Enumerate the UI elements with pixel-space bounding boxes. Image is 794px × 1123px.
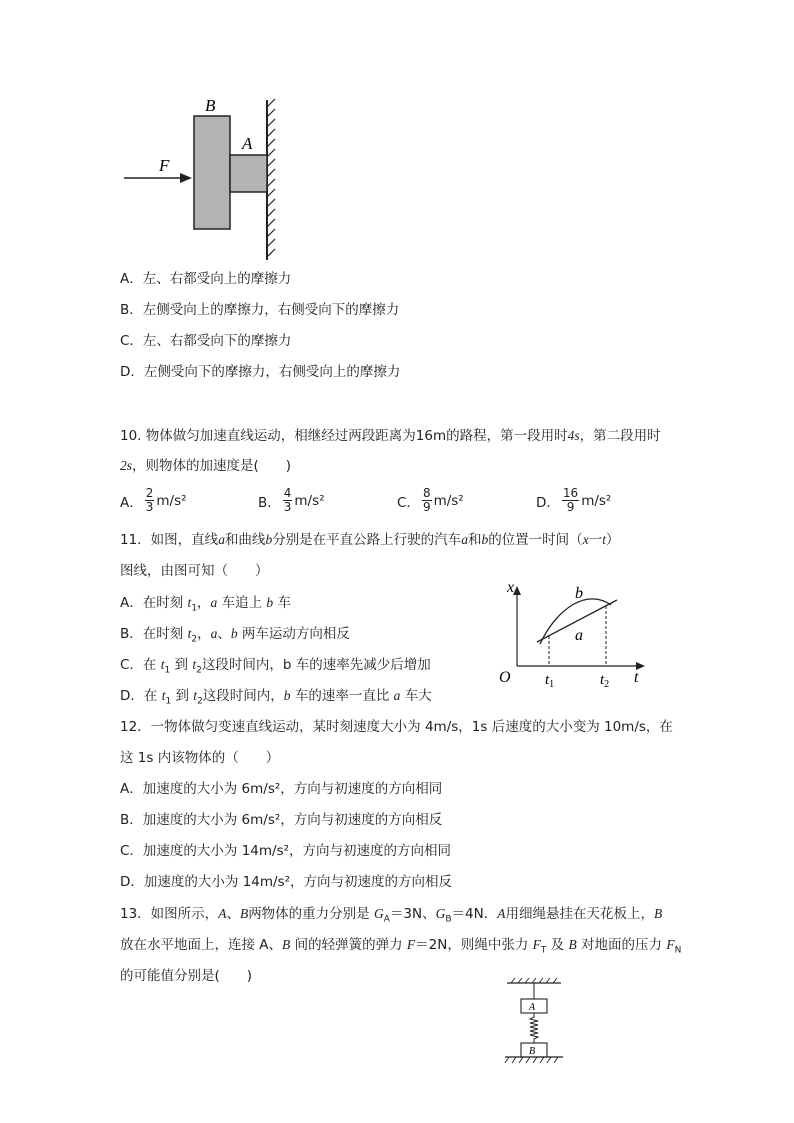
q12-option-a: A．加速度的大小为 6m/s²，方向与初速度的方向相同 [120,781,443,797]
q12-option-b: B．加速度的大小为 6m/s²，方向与初速度的方向相反 [120,812,443,828]
block-b [194,116,230,229]
spring [530,1013,538,1043]
q12-stem-line2: 这 1s 内该物体的（ ） [120,750,280,766]
q9-option-c: C．左、右都受向下的摩擦力 [120,333,292,349]
q11-option-a: A．在时刻 $t_1$，a 车追上 b 车 [120,595,291,614]
spring-blocks-figure [503,975,567,1070]
q11-option-c: C．在 $t_1$ 到 $t_2$这段时间内，b 车的速率先减少后增加 [120,657,431,676]
q13-stem-line1: 13．如图所示，A、B两物体的重力分别是 $G_A=3N$、$G_B=4N$．A用细绳悬挂在天花板上，B [120,906,663,925]
block-b-label: B [529,1046,536,1057]
label-b: B [205,96,216,115]
t2-label: $t_2$ [600,672,610,690]
q11-option-d: D．在 $t_1$ 到 $t_2$这段时间内，b 车的速率一直比 a 车大 [120,688,432,707]
label-a: A [242,134,253,153]
q11-stem-line2: 图线，由图可知（ ） [120,563,269,579]
q12-option-c: C．加速度的大小为 14m/s²，方向与初速度的方向相同 [120,843,452,859]
xt-graph [495,578,655,690]
q13-stem-line3: 的可能值分别是( ) [120,968,253,984]
q10-stem-line1: 10. 物体做匀加速直线运动，相继经过两段距离为16m的路程，第一段用时4s，第二段用时 [120,428,661,444]
block-a-label: A [529,1002,536,1013]
q11-option-b: B．在时刻 $t_2$，a、b 两车运动方向相反 [120,626,350,645]
t1-label: $t_1$ [545,672,555,690]
origin-label: O [499,669,511,686]
q10-stem-line2: 2s，则物体的加速度是( ) [120,458,292,474]
block-a [230,155,267,192]
label-f: F [159,156,170,175]
q10-option-d: D． $\frac{16}{9}$ m/s² [536,486,612,514]
q9-option-a: A．左、右都受向上的摩擦力 [120,271,292,287]
q13-stem-line2: 放在水平地面上，连接 A、B 间的轻弹簧的弹力 F＝2N，则绳中张力 $F_T$ 及 B 对地面的压力 $F_N$ [120,937,682,956]
q10-option-b: B． $\frac{4}{3}$ m/s² [258,486,325,514]
q10-option-a: A． $\frac{2}{3}$ m/s² [120,486,187,514]
axis-t-label: t [634,669,639,686]
axis-x-label: x [507,579,515,596]
q12-option-d: D．加速度的大小为 14m/s²，方向与初速度的方向相反 [120,874,453,890]
q10-option-c: C． $\frac{8}{9}$ m/s² [397,486,464,514]
q11-stem-line1: 11．如图，直线a和曲线b分别是在平直公路上行驶的汽车a和b的位置一时间（x一t） [120,532,620,548]
curve-b-label: b [575,585,583,602]
q9-option-b: B．左侧受向上的摩擦力，右侧受向下的摩擦力 [120,302,400,318]
line-a-label: a [575,627,583,644]
q12-stem-line1: 12．一物体做匀变速直线运动，某时刻速度大小为 4m/s，1s 后速度的大小变为 10m/s，在 [120,719,673,735]
q9-option-d: D．左侧受向下的摩擦力，右侧受向上的摩擦力 [120,364,401,380]
wall-blocks-figure [118,95,283,265]
